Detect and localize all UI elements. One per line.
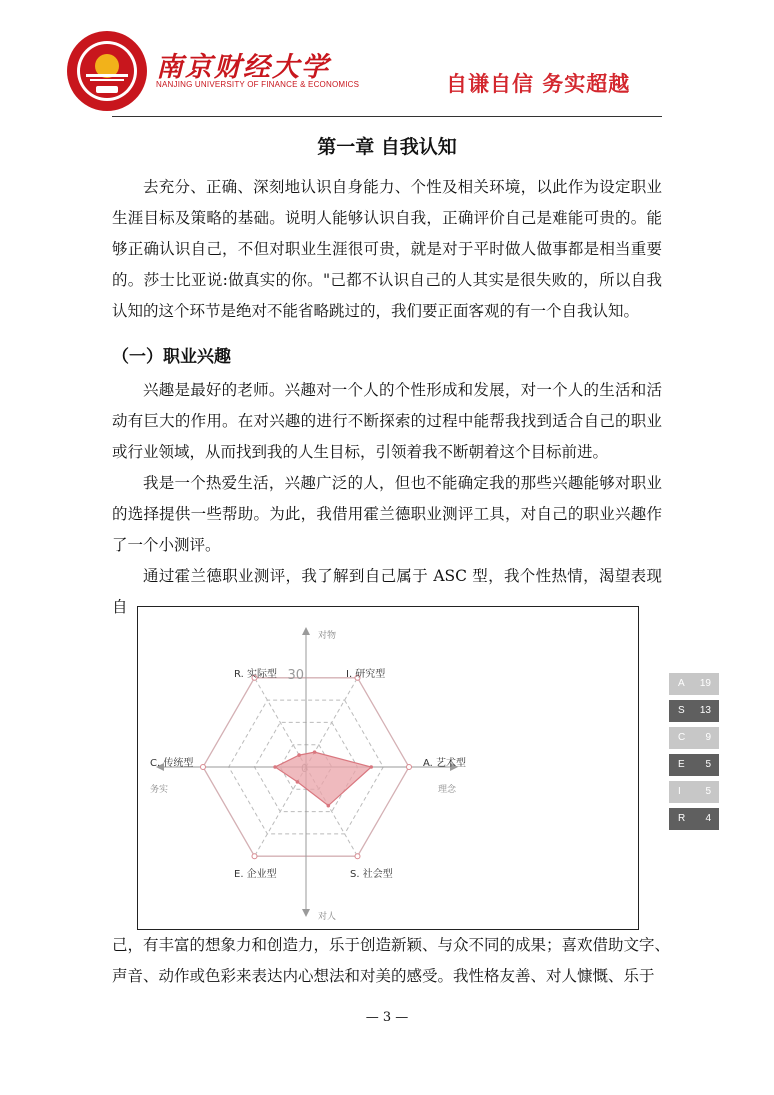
university-motto: 自谦自信 务实超越 (446, 72, 631, 96)
section-paragraph: 兴趣是最好的老师。兴趣对一个人的个性形成和发展，对一个人的生活和活动有巨大的作用。在对兴趣的进行不断探索的过程中能帮我找到适合自己的职业或行业领域，从而找到我的人生目标，引领着我不断朝着这个目标前进。 (112, 381, 662, 461)
data-area (275, 752, 371, 806)
axis-label-bottom: 对人 (318, 912, 337, 922)
continuation-line: 声音、动作或色彩来表达内心想法和对美的感受。我性格友善、对人慷慨、乐于 (112, 967, 655, 985)
chapter-title: 第一章 自我认知 (317, 136, 457, 158)
data-point (296, 780, 300, 784)
legend-key: A (678, 678, 685, 689)
data-point (327, 804, 331, 808)
continuation-line: 己，有丰富的想象力和创造力，乐于创造新颖、与众不同的成果；喜欢借助文字、 (112, 936, 671, 954)
axis-arrow-up (302, 627, 310, 635)
vertex-dot (355, 854, 360, 859)
legend-value: 5 (705, 759, 711, 770)
vertex-dot (252, 854, 257, 859)
legend-item (669, 754, 719, 776)
legend-value: 9 (705, 732, 711, 743)
page-number: — 3 — (365, 1010, 409, 1025)
data-point (369, 765, 373, 769)
legend-item (669, 781, 719, 803)
legend-item (669, 700, 719, 722)
legend-value: 4 (705, 813, 711, 824)
data-point (297, 753, 301, 757)
university-name-en: NANJING UNIVERSITY OF FINANCE & ECONOMICS (156, 80, 360, 89)
category-label: R. 实际型 (234, 669, 277, 680)
category-label: A. 艺术型 (423, 758, 467, 769)
axis-label-right: 理念 (437, 785, 456, 795)
axis-arrow-down (302, 909, 310, 917)
legend-item (669, 727, 719, 749)
axis-label-left: 务实 (150, 785, 169, 795)
category-label: C. 传统型 (150, 758, 194, 769)
university-name-cn: 南京财经大学 (156, 52, 330, 83)
legend-key: I (678, 786, 681, 797)
section-paragraph: 通过霍兰德职业测评，我了解到自己属于 ASC 型，我个性热情，渴望表现自 (112, 567, 662, 616)
section-body (112, 375, 662, 623)
data-point (313, 750, 317, 754)
axis-label-top: 对物 (318, 631, 337, 641)
legend-key: E (678, 759, 685, 770)
legend-key: S (678, 705, 685, 716)
page-header (0, 0, 774, 118)
section-title: （一）职业兴趣 (112, 347, 231, 367)
scale-label: 30 (287, 668, 304, 683)
category-label: S. 社会型 (350, 869, 393, 880)
vertex-dot (201, 765, 206, 770)
category-label: E. 企业型 (234, 869, 277, 880)
header-divider (112, 116, 662, 117)
data-point (273, 765, 277, 769)
legend-value: 13 (699, 705, 711, 716)
radar-chart (138, 607, 638, 929)
category-label: I. 研究型 (346, 669, 386, 680)
legend-value: 5 (705, 786, 711, 797)
intro-paragraph (112, 172, 662, 327)
intro-text: 去充分、正确、深刻地认识自身能力、个性及相关环境，以此作为设定职业生涯目标及策略的基础。说明人能够认识自我，正确评价自己是难能可贵的。能够正确认识自己，不但对职业生涯很可贵，就是对于平时做人做事都是相当重要的。莎士比亚说:做真实的你。"己都不认识自己的人其实是很失败的，所以自我认知的这个环节是绝对不能省略跳过的，我们要正面客观的有一个自我认知。 (112, 178, 662, 320)
legend-key: C (678, 732, 686, 743)
legend-item (669, 673, 719, 695)
vertex-dot (407, 765, 412, 770)
legend-key: R (678, 813, 686, 824)
section-paragraph: 我是一个热爱生活，兴趣广泛的人，但也不能确定我的那些兴趣能够对职业的选择提供一些帮助。为此，我借用霍兰德职业测评工具，对自己的职业兴趣作了一个小测评。 (112, 474, 662, 554)
university-logo (66, 30, 148, 112)
holland-radar-figure (137, 606, 711, 930)
legend-value: 19 (699, 678, 711, 689)
legend-item (669, 808, 719, 830)
